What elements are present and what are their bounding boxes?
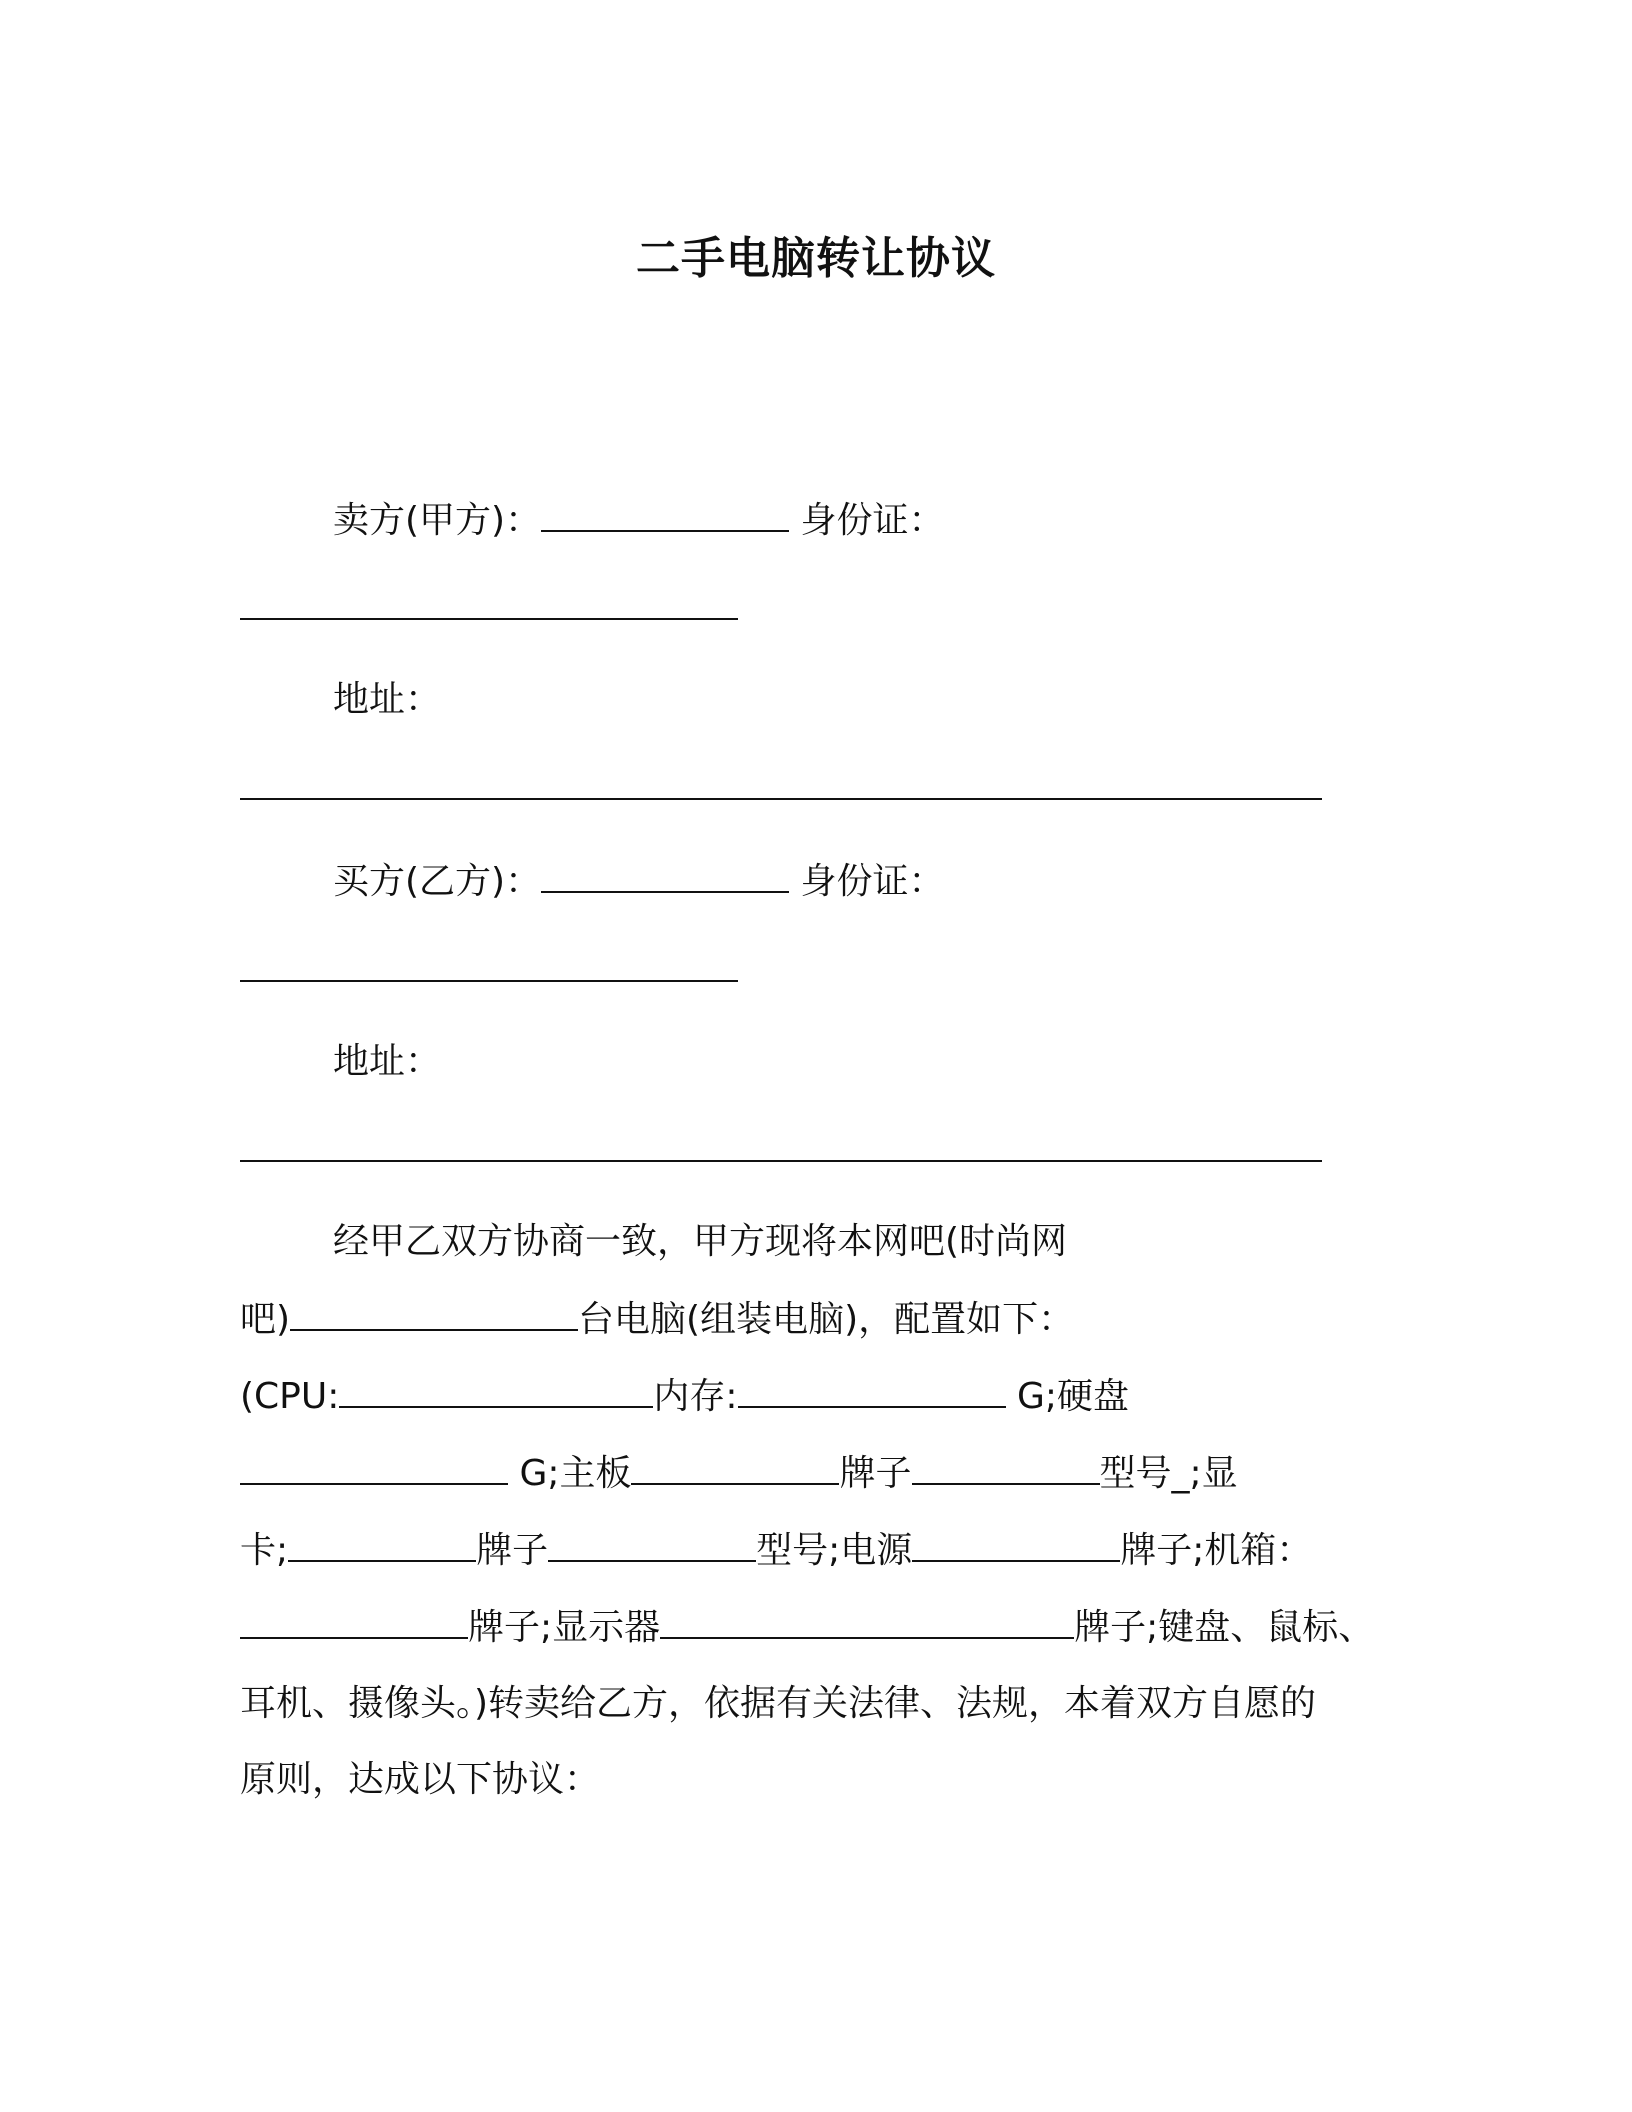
seller-label: 卖方(甲方)： <box>333 500 542 541</box>
body-line-4 <box>240 1449 1238 1498</box>
buyer-address-label: 地址： <box>333 1041 442 1082</box>
body-text-5c: 型号;电源 <box>756 1530 913 1571</box>
body-text-4a: G;主板 <box>508 1453 632 1494</box>
document-title: 二手电脑转让协议 <box>636 233 996 284</box>
body-text-1: 经甲乙双方协商一致，甲方现将本网吧(时尚网 <box>333 1221 1068 1262</box>
body-text-5d: 牌子;机箱： <box>1120 1530 1313 1571</box>
gpu-blank <box>288 1526 476 1562</box>
body-line-2 <box>240 1295 1074 1344</box>
body-text-3a: (CPU: <box>240 1376 340 1417</box>
body-text-5b: 牌子 <box>476 1530 549 1571</box>
psu-blank <box>912 1526 1120 1562</box>
body-text-8: 原则，达成以下协议： <box>240 1759 601 1800</box>
buyer-address-line <box>333 1038 441 1086</box>
cpu-blank <box>339 1372 653 1408</box>
seller-address-line <box>333 676 441 724</box>
body-line-1 <box>333 1218 1067 1266</box>
seller-address-label: 地址： <box>333 679 442 720</box>
motherboard-brand-blank <box>912 1449 1100 1485</box>
buyer-label: 买方(乙方)： <box>333 861 542 902</box>
case-blank <box>240 1603 468 1639</box>
body-text-3b: 内存: <box>653 1376 738 1417</box>
buyer-line <box>333 857 945 906</box>
seller-address-blank <box>240 798 1322 800</box>
body-text-4c: 型号_;显 <box>1099 1453 1238 1494</box>
body-line-6 <box>240 1603 1374 1652</box>
body-text-4b: 牌子 <box>839 1453 912 1494</box>
seller-id-label: 身份证： <box>800 500 945 541</box>
monitor-blank <box>660 1603 1074 1639</box>
body-line-5 <box>240 1526 1312 1575</box>
buyer-name-blank <box>541 857 789 893</box>
buyer-id-label: 身份证： <box>800 861 945 902</box>
seller-id-blank <box>240 618 738 620</box>
body-text-6a: 牌子;显示器 <box>468 1607 661 1648</box>
buyer-id-blank <box>240 980 738 982</box>
harddisk-blank <box>240 1449 508 1485</box>
seller-line <box>333 496 945 545</box>
body-line-8 <box>240 1756 600 1804</box>
computer-count-blank <box>290 1295 578 1331</box>
body-line-3 <box>240 1372 1129 1421</box>
body-text-3c: G;硬盘 <box>1005 1376 1129 1417</box>
memory-blank <box>738 1372 1006 1408</box>
buyer-address-blank <box>240 1160 1322 1162</box>
motherboard-blank <box>631 1449 839 1485</box>
body-text-2a: 吧) <box>240 1299 291 1340</box>
body-text-2b: 台电脑(组装电脑)，配置如下： <box>578 1299 1075 1340</box>
body-text-5a: 卡; <box>240 1530 289 1571</box>
gpu-brand-blank <box>548 1526 756 1562</box>
seller-name-blank <box>541 496 789 532</box>
body-line-7 <box>240 1680 1316 1728</box>
body-text-6b: 牌子;键盘、鼠标、 <box>1074 1607 1375 1648</box>
body-text-7: 耳机、摄像头。)转卖给乙方，依据有关法律、法规，本着双方自愿的 <box>240 1683 1317 1724</box>
